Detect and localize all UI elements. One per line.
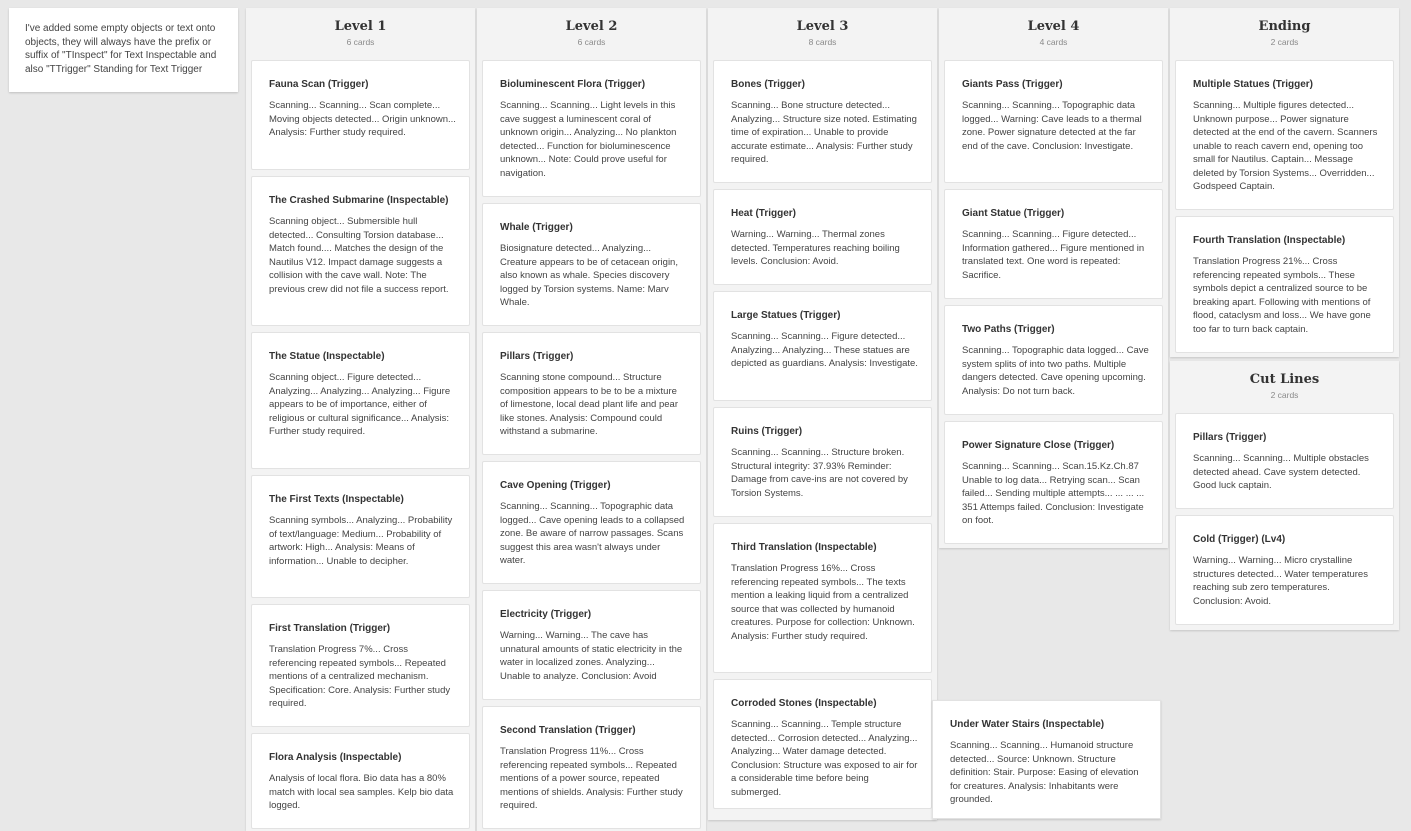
card-title: Bones (Trigger)	[731, 79, 805, 90]
card-body: Scanning object... Figure detected... Analyzing... Analyzing... Analyzing... Figure appears to be of importance, either of religious or cultural significance... Analysis: Further study required.	[269, 372, 451, 437]
column-title: Level 3	[796, 19, 849, 34]
card-title: Fourth Translation (Inspectable)	[1193, 235, 1346, 246]
card-body: Warning... Warning... The cave has unnatural amounts of static electricity in the water in localized zones. Analyzing... Unable to analyze. Conclusion: Avoid	[500, 630, 683, 682]
card-title: Whale (Trigger)	[500, 222, 573, 233]
card-body: Translation Progress 11%... Cross referencing repeated symbols... Repeated mentions of a power source, repeated mentions of shields. Analysis: Further study required.	[500, 746, 683, 811]
card-body: Scanning... Scanning... Structure broken. Structural integrity: 37.93% Reminder: Damage from cave-ins are not covered by Torsion Systems.	[731, 447, 908, 499]
card-title: Cold (Trigger) (Lv4)	[1193, 534, 1286, 545]
card[interactable]	[482, 60, 701, 197]
column-header	[713, 8, 932, 60]
card[interactable]	[482, 590, 701, 700]
card[interactable]	[713, 407, 932, 517]
card[interactable]	[1175, 216, 1394, 353]
card-body: Translation Progress 7%... Cross referencing repeated symbols... Repeated mentions of a centralized mechanism. Specification: Core. Analysis: Further study required.	[269, 644, 451, 709]
card[interactable]	[482, 203, 701, 326]
card-body: Scanning symbols... Analyzing... Probability of text/language: Medium... Probability of artwork: High... Analysis: Means of information... Unable to decipher.	[269, 515, 453, 567]
card[interactable]	[1175, 60, 1394, 210]
card-title: Multiple Statues (Trigger)	[1193, 79, 1314, 90]
column-card-count: 2 cards	[1270, 37, 1299, 47]
card-body: Scanning... Scanning... Topographic data logged... Warning: Cave leads to a thermal zone. Power signature detected at the far end of the cave. Conclusion: Investigate.	[962, 100, 1142, 152]
column-card-count: 2 cards	[1270, 390, 1299, 400]
card[interactable]	[1175, 413, 1394, 509]
card-title: The Crashed Submarine (Inspectable)	[269, 195, 449, 206]
card[interactable]	[251, 176, 470, 326]
card[interactable]	[482, 706, 701, 829]
card-title: Ruins (Trigger)	[731, 426, 803, 437]
column-level-4	[939, 8, 1168, 548]
column-title: Ending	[1258, 19, 1311, 34]
card-title: Bioluminescent Flora (Trigger)	[500, 79, 646, 90]
card[interactable]	[713, 60, 932, 183]
card-body: Translation Progress 16%... Cross referencing repeated symbols... The texts mention a leaking liquid from a centralized source that was collected by humanoid creatures. Purpose for collection: Unknown. Analysis: Further study required.	[731, 563, 915, 642]
column-title: Level 1	[334, 19, 387, 34]
card[interactable]	[251, 475, 470, 598]
card[interactable]	[251, 733, 470, 829]
card-title: Under Water Stairs (Inspectable)	[950, 719, 1105, 730]
dragged-card[interactable]	[932, 700, 1161, 819]
card[interactable]	[251, 604, 470, 727]
card-title: The Statue (Inspectable)	[269, 351, 385, 362]
card-body: Scanning... Scanning... Multiple obstacles detected ahead. Cave system detected. Good luck captain.	[1193, 453, 1369, 491]
card-body: Scanning... Scanning... Scan complete... Moving objects detected... Origin unknown... Analysis: Further study required.	[269, 100, 456, 138]
card-title: Pillars (Trigger)	[1193, 432, 1267, 443]
column-card-count: 6 cards	[577, 37, 606, 47]
card[interactable]	[1175, 515, 1394, 625]
card-body: Warning... Warning... Thermal zones detected. Temperatures reaching boiling levels. Conclusion: Avoid.	[731, 229, 900, 267]
card-title: Electricity (Trigger)	[500, 609, 592, 620]
card[interactable]	[713, 189, 932, 285]
column-card-count: 6 cards	[346, 37, 375, 47]
note-card[interactable]	[9, 8, 238, 92]
card-body: Scanning... Scanning... Light levels in this cave suggest a luminescent coral of unknown origin... Analyzing... No plankton detected... Function for bioluminescence unknown... Note: Could prove useful for navigation.	[500, 100, 677, 179]
card-body: Scanning... Scanning... Humanoid structure detected... Source: Unknown. Structure definition: Stair. Purpose: Easing of elevation for creatures. Analysis: Inhabitants were grounded.	[950, 740, 1139, 805]
card[interactable]	[482, 461, 701, 584]
column-header	[251, 8, 470, 60]
card-body: Scanning... Scanning... Figure detected... Analyzing... Analyzing... These statues are depicted as guardians. Analysis: Investigate.	[731, 331, 918, 369]
column-level-2	[477, 8, 706, 831]
column-card-count: 4 cards	[1039, 37, 1068, 47]
card-body: Scanning object... Submersible hull detected... Consulting Torsion database... Match found.... Matches the design of the Nautilus V12. Impact damage suggests a collision with the cave wall. Note: The previous crew did not file a success report.	[269, 216, 449, 295]
card[interactable]	[713, 523, 932, 673]
card-title: Third Translation (Inspectable)	[731, 542, 877, 553]
card-body: Warning... Warning... Micro crystalline structures detected... Water temperatures reaching sub zero temperatures. Conclusion: Avoid.	[1193, 555, 1368, 607]
card[interactable]	[944, 421, 1163, 544]
card-body: Translation Progress 21%... Cross referencing repeated symbols... These symbols depict a centralized source to be breaking apart. Following with mentions of flood, cataclysm and loss... We have gone too far to turn back captain.	[1193, 256, 1371, 335]
card-body: Scanning... Scanning... Figure detected... Information gathered... Figure mentioned in translated text. One word is repeated: Sacrifice.	[962, 229, 1145, 281]
column-level-1	[246, 8, 475, 831]
card-title: Cave Opening (Trigger)	[500, 480, 611, 491]
card[interactable]	[944, 60, 1163, 183]
card-title: Giant Statue (Trigger)	[962, 208, 1065, 219]
card-title: Large Statues (Trigger)	[731, 310, 841, 321]
column-title: Cut Lines	[1249, 372, 1320, 387]
card-body: Analysis of local flora. Bio data has a 80% match with local sea samples. Kelp bio data logged.	[269, 773, 454, 811]
column-header	[1175, 8, 1394, 60]
card[interactable]	[713, 291, 932, 401]
card-body: Scanning... Scanning... Temple structure detected... Corrosion detected... Analyzing... Analyzing... Water damage detected. Conclusion: Structure was exposed to air for a considerable time before being submerged.	[731, 719, 918, 798]
card[interactable]	[944, 189, 1163, 299]
card-body: Scanning... Topographic data logged... Cave system splits of into two paths. Multiple dangers detected. Cave opening upcoming. Analysis: Do not turn back.	[962, 345, 1149, 397]
card-title: First Translation (Trigger)	[269, 623, 391, 634]
card[interactable]	[713, 679, 932, 809]
note-text: I've added some empty objects or text onto objects, they will always have the prefix or suffix of "TInspect" for Text Inspectable and also "TTrigger" Standing for Text Trigger	[25, 23, 217, 75]
card-body: Scanning... Multiple figures detected... Unknown purpose... Power signature detected at the end of the cavern. Scanners unable to reach cavern end, opening too small for Nautilus. Captain... Message deleted by Torsion Systems... Overridden... Godspeed Captain.	[1193, 100, 1378, 192]
card[interactable]	[251, 332, 470, 469]
column-header	[944, 8, 1163, 60]
card-title: Giants Pass (Trigger)	[962, 79, 1063, 90]
card-title: Power Signature Close (Trigger)	[962, 440, 1115, 451]
card-body: Scanning... Scanning... Scan.15.Kz.Ch.87 Unable to log data... Retrying scan... Scan failed... Sending multiple attempts... ... ... ... 351 Attemps failed. Conclusion: Investigate on foot.	[962, 461, 1145, 526]
card-title: Corroded Stones (Inspectable)	[731, 698, 877, 709]
card-body: Biosignature detected... Analyzing... Creature appears to be of cetacean origin, also known as whale. Species discovery logged by Torsion systems. Name: Marv Whale.	[500, 243, 678, 308]
card-title: Fauna Scan (Trigger)	[269, 79, 369, 90]
card-title: The First Texts (Inspectable)	[269, 494, 404, 505]
card[interactable]	[251, 60, 470, 170]
column-title: Level 2	[565, 19, 618, 34]
card-title: Flora Analysis (Inspectable)	[269, 752, 402, 763]
card[interactable]	[482, 332, 701, 455]
column-card-count: 8 cards	[808, 37, 837, 47]
card-title: Heat (Trigger)	[731, 208, 797, 219]
card-title: Pillars (Trigger)	[500, 351, 574, 362]
column-header	[1175, 361, 1394, 413]
column-title: Level 4	[1027, 19, 1080, 34]
card-title: Two Paths (Trigger)	[962, 324, 1055, 335]
column-ending	[1170, 8, 1399, 357]
card-body: Scanning stone compound... Structure composition appears to be to be a mixture of limestone, local dead plant life and pear like stones. Analysis: Compound could withstand a submarine.	[500, 372, 678, 437]
column-cut-lines	[1170, 361, 1399, 630]
card-body: Scanning... Scanning... Topographic data logged... Cave opening leads to a collapsed zone. Be aware of narrow passages. Scans suggest this area wasn't always under water.	[500, 501, 685, 566]
card[interactable]	[944, 305, 1163, 415]
column-header	[482, 8, 701, 60]
column-level-3	[708, 8, 937, 820]
card-body: Scanning... Bone structure detected... Analyzing... Structure size noted. Estimating time of expiration... Unable to provide accurate estimate... Analysis: Further study required.	[731, 100, 917, 165]
card-title: Second Translation (Trigger)	[500, 725, 636, 736]
